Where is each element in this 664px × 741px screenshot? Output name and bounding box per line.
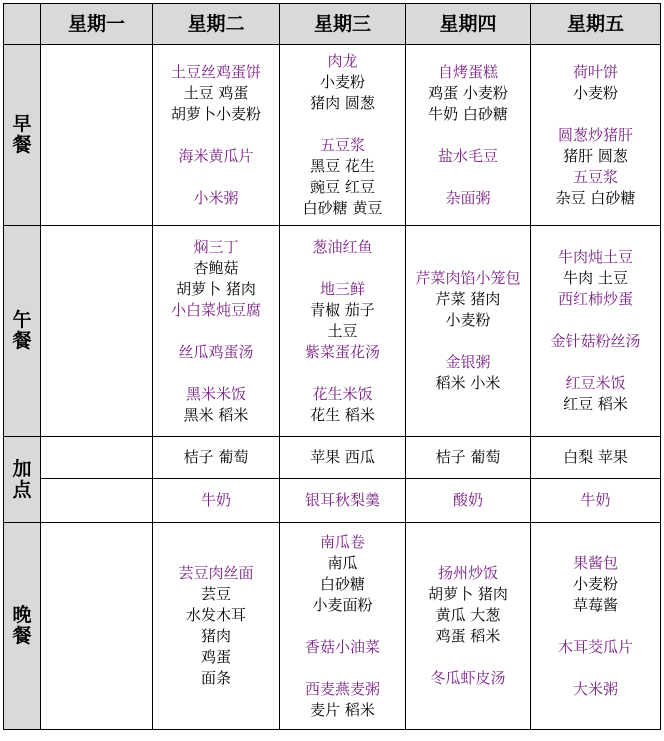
dinner-row <box>4 523 661 730</box>
snack-fruit-thu: 桔子 葡萄 <box>406 437 531 479</box>
ingredients: 白砂糖 <box>319 574 365 593</box>
dish-name: 花生米饭 <box>312 384 373 403</box>
dinner-tue <box>153 523 280 730</box>
dish-name: 五豆浆 <box>572 167 618 186</box>
dish-name: 芹菜肉馅小笼包 <box>415 269 521 287</box>
dish-name: 金针菇粉丝汤 <box>550 332 641 350</box>
dish-name: 西红柿炒蛋 <box>557 290 633 308</box>
ingredients: 鸡蛋 <box>200 648 231 666</box>
dish-name: 小米粥 <box>193 188 239 207</box>
dish-name: 大米粥 <box>572 679 618 698</box>
lunch-tue <box>153 226 280 437</box>
breakfast-tue <box>153 45 280 226</box>
dish-name: 西麦燕麦粥 <box>304 679 380 698</box>
ingredients: 小麦粉 <box>572 574 618 593</box>
dish-name: 海米黄瓜片 <box>178 146 254 165</box>
dish-name: 紫菜蛋花汤 <box>304 342 380 361</box>
meal-label-lunch <box>4 226 41 437</box>
dish-name: 香菇小油菜 <box>304 637 380 656</box>
ingredients: 草莓酱 <box>572 595 618 614</box>
dinner-fri <box>531 523 661 730</box>
snack-fruit-fri: 白梨 苹果 <box>531 437 661 479</box>
snack-drink-wed: 银耳秋梨羹 <box>280 479 406 523</box>
ingredients: 杂豆 白砂糖 <box>555 188 636 207</box>
breakfast-mon <box>41 45 153 226</box>
dish-name: 牛肉炖土豆 <box>557 248 633 266</box>
meal-label-dinner <box>4 523 41 730</box>
ingredients: 杏鲍菇 <box>193 258 239 277</box>
ingredients: 芸豆 <box>200 585 231 603</box>
weekly-menu-table <box>3 3 661 730</box>
meal-label-text: 早餐 <box>12 113 32 156</box>
meal-label-text: 晚餐 <box>12 604 32 647</box>
snack-drink-row <box>4 479 661 523</box>
ingredients: 胡萝卜 猪肉 <box>428 585 508 603</box>
meal-label-text: 午餐 <box>12 309 32 352</box>
dish-name: 扬州炒饭 <box>437 564 498 582</box>
dish-name: 芸豆肉丝面 <box>178 564 254 582</box>
ingredients: 黄瓜 大葱 <box>435 606 501 624</box>
ingredients: 牛奶 白砂糖 <box>428 104 508 123</box>
ingredients: 黑豆 花生 <box>310 157 375 175</box>
ingredients: 南瓜 <box>327 553 358 572</box>
lunch-fri <box>531 226 661 437</box>
ingredients: 小麦面粉 <box>312 595 373 614</box>
dish-name: 焖三丁 <box>193 237 239 256</box>
dish-name: 木耳茭瓜片 <box>557 637 633 656</box>
dinner-mon <box>41 523 153 730</box>
dish-name: 土豆丝鸡蛋饼 <box>170 62 261 81</box>
day-header-tue: 星期二 <box>153 4 280 45</box>
dish-name: 杂面粥 <box>445 188 491 207</box>
breakfast-row <box>4 45 661 226</box>
day-header-thu: 星期四 <box>406 4 531 45</box>
dish-name: 肉龙 <box>327 52 358 70</box>
dish-name: 盐水毛豆 <box>437 146 498 165</box>
ingredients: 猪肝 圆葱 <box>563 146 628 165</box>
dish-name: 红豆米饭 <box>565 374 626 392</box>
ingredients: 鸡蛋 小麦粉 <box>428 83 508 102</box>
breakfast-thu <box>406 45 531 226</box>
day-header-mon: 星期一 <box>41 4 153 45</box>
ingredients: 猪肉 <box>200 627 231 645</box>
dish-name: 圆葱炒猪肝 <box>557 125 633 144</box>
ingredients: 青椒 茄子 <box>310 300 375 319</box>
dish-name: 金银粥 <box>445 353 491 371</box>
meal-label-snack <box>4 437 41 523</box>
ingredients: 胡萝卜 猪肉 <box>176 279 256 298</box>
dish-name: 小白菜炖豆腐 <box>170 300 261 319</box>
ingredients: 黑米 稻米 <box>183 405 249 424</box>
dish-name: 果酱包 <box>572 553 618 572</box>
dish-name: 自烤蛋糕 <box>437 62 498 81</box>
day-header-wed: 星期三 <box>280 4 406 45</box>
meal-label-breakfast <box>4 45 41 226</box>
ingredients: 花生 稻米 <box>310 405 375 424</box>
breakfast-fri <box>531 45 661 226</box>
snack-drink-tue: 牛奶 <box>153 479 280 523</box>
breakfast-wed <box>280 45 406 226</box>
dinner-thu <box>406 523 531 730</box>
ingredients: 胡萝卜小麦粉 <box>170 104 261 123</box>
ingredients: 稻米 小米 <box>435 374 501 392</box>
ingredients: 小麦粉 <box>319 73 365 91</box>
snack-fruit-row <box>4 437 661 479</box>
ingredients: 牛肉 土豆 <box>563 269 628 287</box>
dish-name: 南瓜卷 <box>319 532 365 551</box>
meal-label-text: 加点 <box>12 457 32 501</box>
snack-drink-thu: 酸奶 <box>406 479 531 523</box>
snack-fruit-wed: 苹果 西瓜 <box>280 437 406 479</box>
lunch-mon <box>41 226 153 437</box>
ingredients: 芹菜 猪肉 <box>435 290 501 308</box>
ingredients: 麦片 稻米 <box>310 700 375 719</box>
ingredients: 土豆 鸡蛋 <box>183 83 249 102</box>
ingredients: 小麦粉 <box>445 311 491 329</box>
dish-name: 黑米米饭 <box>185 384 246 403</box>
dish-name: 葱油红鱼 <box>312 237 373 256</box>
snack-drink-mon <box>41 479 153 523</box>
ingredients: 红豆 稻米 <box>563 395 628 413</box>
ingredients: 小麦粉 <box>572 83 618 102</box>
dinner-wed <box>280 523 406 730</box>
ingredients: 鸡蛋 稻米 <box>435 627 501 645</box>
header-row <box>4 4 661 45</box>
snack-drink-fri: 牛奶 <box>531 479 661 523</box>
lunch-thu <box>406 226 531 437</box>
corner-cell <box>4 4 41 45</box>
lunch-wed <box>280 226 406 437</box>
dish-name: 丝瓜鸡蛋汤 <box>178 342 254 361</box>
lunch-row <box>4 226 661 437</box>
dish-name: 五豆浆 <box>319 136 365 154</box>
day-header-fri: 星期五 <box>531 4 661 45</box>
dish-name: 荷叶饼 <box>572 62 618 81</box>
ingredients: 猪肉 圆葱 <box>310 94 375 112</box>
snack-fruit-mon <box>41 437 153 479</box>
ingredients: 白砂糖 黄豆 <box>302 199 383 217</box>
snack-fruit-tue: 桔子 葡萄 <box>153 437 280 479</box>
ingredients: 面条 <box>200 669 231 687</box>
dish-name: 冬瓜虾皮汤 <box>430 669 506 687</box>
ingredients: 水发木耳 <box>185 606 246 624</box>
dish-name: 地三鲜 <box>319 279 365 298</box>
ingredients: 土豆 <box>327 321 358 340</box>
ingredients: 豌豆 红豆 <box>310 178 375 196</box>
